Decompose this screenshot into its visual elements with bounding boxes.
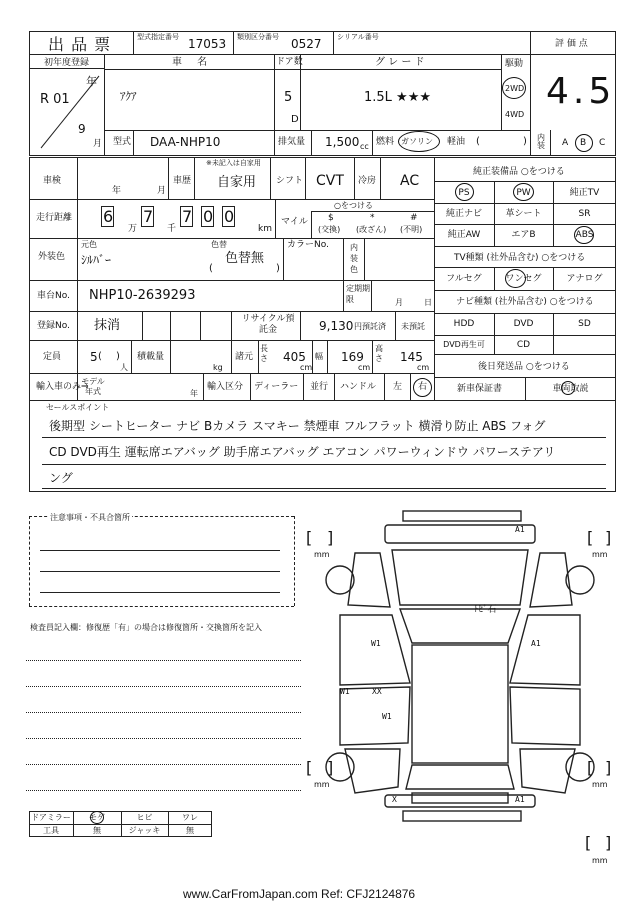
fuel-paren-open: (	[476, 136, 480, 147]
mile-circle-note: ○をつける	[334, 201, 373, 210]
history-label: 車歴	[173, 176, 192, 186]
fuel-label: 燃料	[376, 137, 395, 147]
equip-navi: 純正ナビ	[445, 209, 482, 219]
table-ware: ワレ	[182, 813, 198, 822]
diagram-rear-bumper	[403, 811, 521, 821]
cd-label: CD	[516, 340, 531, 350]
diagram-rear-bumper-top	[385, 795, 535, 807]
color-change-label: 色替	[211, 240, 227, 249]
tv-fullseg: フルセグ	[446, 274, 482, 284]
car-name: ｱｸｱ	[120, 90, 137, 103]
history-value: 自家用	[217, 175, 257, 190]
drive-2wd-circle	[502, 77, 526, 99]
equip-ps: PS	[458, 188, 470, 198]
shaken-month-unit: 月	[157, 186, 167, 196]
mm-tr: mm	[592, 550, 608, 559]
mark-right-door: A1	[531, 639, 541, 648]
bracket-bottom-close: ]	[605, 833, 612, 852]
bracket-tr-open: [	[587, 528, 594, 547]
interior-b: B	[580, 138, 587, 148]
bracket-br-open: [	[587, 758, 594, 777]
interior-label: 内装	[537, 133, 545, 150]
interior-a: A	[562, 138, 569, 148]
displacement-value: 1,500	[325, 135, 360, 149]
diagram-hood	[392, 550, 528, 605]
equip-pw: PW	[516, 188, 531, 198]
bracket-bl-open: [	[306, 758, 313, 777]
fuel-light-oil: 軽油	[447, 137, 466, 147]
caution-label: 注意事項・不具合箇所	[50, 513, 130, 522]
mm-tl: mm	[314, 550, 330, 559]
equip-ps-circle	[455, 183, 474, 201]
class-no: 0527	[291, 37, 322, 51]
bracket-tr-close: ]	[605, 528, 612, 547]
cooling-label: 冷房	[358, 176, 377, 186]
equip-abs: ABS	[575, 230, 594, 240]
mileage-digit-4: 0	[203, 207, 214, 226]
mark-left-rear-xx: XX	[372, 687, 382, 696]
diagram-wheel-fr	[566, 566, 594, 594]
import-dealer: ディーラー	[254, 382, 299, 392]
rating-label: 評 価 点	[555, 39, 588, 49]
sales-label: セールスポイント	[46, 403, 110, 412]
navi-hdd: HDD	[453, 319, 475, 329]
diagram-front-bumper	[403, 511, 521, 521]
handle-right-circle	[413, 378, 432, 397]
mark-left-rear: W1	[340, 687, 350, 696]
mileage-label: 走行距離	[36, 213, 73, 223]
first-reg-label: 初年度登録	[44, 58, 90, 68]
drive-label: 駆動	[505, 59, 524, 69]
bracket-tl-open: [	[306, 528, 313, 547]
later-warranty: 新車保証書	[456, 384, 502, 394]
mark-rear-left: X	[392, 795, 397, 804]
color-paren-close: )	[276, 263, 280, 274]
recycle-label: リサイクル預託金	[241, 314, 295, 335]
interior-color-label: 内装色	[350, 243, 358, 274]
chassis-label: 車台No.	[37, 291, 70, 301]
drive-2wd: 2WD	[505, 84, 525, 93]
width-value: 169	[341, 350, 364, 364]
sales-line-1: 後期型 シートヒーター ナビ Bカメラ スマキー 禁煙車 フルフラット 横滑り防止 ABS フォグ	[49, 419, 546, 433]
shift-value: CVT	[316, 173, 344, 189]
type-label: 型式	[113, 137, 132, 147]
fuel-paren-close: )	[523, 136, 527, 147]
chassis-value: NHP10-2639293	[89, 288, 196, 303]
later-manual-circle	[561, 381, 575, 395]
length-label: 長さ	[260, 344, 268, 363]
mile-label: マイル	[281, 217, 308, 227]
sales-line-2: CD DVD再生 運転席エアバッグ 助手席エアバッグ エアコン パワーウィンドウ パワーステアリ	[49, 445, 556, 459]
tv-analog: アナログ	[566, 274, 603, 284]
capacity-paren-open: (	[98, 351, 102, 362]
recycle-undeposited: 未預託	[401, 322, 425, 331]
length-value: 405	[283, 350, 306, 364]
diagram-hood-front	[385, 525, 535, 543]
mileage-digit-3: 7	[182, 207, 193, 226]
mark-left-door: W1	[371, 639, 381, 648]
equip-leather: 革シート	[505, 209, 542, 219]
table-mogi-circle	[90, 811, 104, 824]
color-label: 外装色	[38, 252, 66, 262]
table-hibi: ヒビ	[136, 813, 153, 822]
model-year-unit: 年	[190, 389, 198, 398]
capacity-unit: 人	[120, 363, 128, 372]
regular-label: 定期期限	[346, 284, 370, 304]
drive-4wd: 4WD	[505, 110, 525, 119]
grade-label: グ レ ー ド	[375, 57, 425, 68]
bracket-tl-close: ]	[327, 528, 334, 547]
displacement-unit: cc	[360, 142, 369, 151]
mark-front-bumper: A1	[515, 525, 525, 534]
equipment-title: 純正装備品 ○をつける	[473, 167, 565, 177]
color-orig: ｼﾙﾊﾞｰ	[81, 253, 112, 267]
mileage-unit-man: 万	[128, 224, 138, 234]
handle-right: 右	[418, 382, 428, 392]
year-unit: 年	[86, 75, 97, 88]
mile-tamper-sym: *	[370, 213, 375, 223]
diagram-roof	[412, 645, 508, 763]
mileage-unit-km: km	[258, 224, 272, 234]
mileage-unit-sen: 千	[167, 224, 177, 234]
capacity-paren-close: )	[116, 351, 120, 362]
reg-no-value: 抹消	[94, 318, 121, 333]
mile-unknown-sym: #	[410, 213, 418, 223]
mm-br: mm	[592, 780, 608, 789]
navi-sd: SD	[578, 319, 591, 329]
width-unit: cm	[358, 363, 371, 372]
recycle-value: 9,130	[319, 319, 354, 333]
mm-bl: mm	[314, 780, 330, 789]
mileage-digit-2: 7	[143, 207, 154, 226]
tv-oneseg: ワンセグ	[505, 274, 542, 284]
later-title: 後日発送品 ○をつける	[478, 362, 570, 372]
diagram-rear-right-door	[510, 687, 580, 745]
car-damage-diagram	[300, 505, 620, 865]
color-change: 色替無	[225, 251, 265, 266]
bracket-br-close: ]	[605, 758, 612, 777]
recycle-deposited: 円預託済	[354, 322, 386, 331]
tv-oneseg-circle	[505, 269, 526, 288]
fuel-gasoline-circle	[398, 131, 440, 152]
mark-windshield: ﾄﾋﾞ石	[474, 605, 497, 615]
table-jack-value: 無	[186, 826, 194, 835]
history-note: ※未記入は自家用	[206, 159, 261, 167]
mark-left-quarter: W1	[382, 712, 392, 721]
bracket-bottom-open: [	[585, 833, 592, 852]
width-label: 幅	[315, 352, 323, 361]
sales-line-3: ング	[49, 471, 73, 485]
height-value: 145	[400, 350, 423, 364]
diagram-front-left-door	[340, 615, 410, 685]
table-tools: 工具	[43, 826, 59, 835]
height-unit: cm	[417, 363, 430, 372]
color-orig-label: 元色	[81, 240, 97, 249]
table-mogi: モゲ	[89, 813, 105, 822]
model-year-label: モデル年式	[81, 377, 105, 396]
length-unit: cm	[300, 363, 313, 372]
mm-bottom: mm	[592, 856, 608, 865]
regular-day: 日	[424, 298, 432, 307]
shaken-label: 車検	[43, 176, 62, 186]
mile-unknown: (不明)	[400, 225, 423, 234]
load-unit: kg	[213, 363, 223, 372]
class-no-label: 類別区分番号	[237, 33, 279, 41]
diagram-rear-glass	[406, 765, 514, 789]
equip-sr: SR	[578, 209, 591, 219]
model-no: 17053	[188, 37, 227, 51]
mile-tamper: (改ざん)	[356, 225, 387, 234]
capacity-label: 定員	[43, 352, 62, 362]
dims-label: 諸元	[235, 352, 254, 362]
interior-b-circle	[575, 134, 593, 152]
sheet-title: 出 品 票	[48, 35, 112, 54]
door-type: D	[291, 114, 299, 125]
month-unit: 月	[93, 139, 103, 149]
equip-airbag: エアB	[511, 230, 536, 240]
mark-rear-right: A1	[515, 795, 525, 804]
grade-value: 1.5L ★★★	[364, 90, 432, 105]
mile-exchange-sym: $	[328, 213, 334, 223]
model-no-label: 型式指定番号	[137, 33, 179, 41]
diagram-windshield	[400, 609, 520, 643]
diagram-front-right-door	[510, 615, 580, 685]
height-label: 高さ	[375, 344, 383, 363]
rating-value: 4.5	[546, 71, 616, 112]
equip-abs-circle	[574, 226, 594, 244]
shift-label: シフト	[276, 176, 304, 186]
import-parallel: 並行	[310, 382, 329, 392]
import-type-label: 輸入区分	[207, 382, 244, 392]
equip-pw-circle	[513, 183, 534, 201]
later-manual: 車両取説	[552, 384, 589, 394]
equip-tv: 純正TV	[569, 188, 600, 198]
first-reg-year: R 01	[40, 92, 70, 107]
displacement-label: 排気量	[278, 137, 306, 147]
first-reg-month: 9	[78, 122, 86, 136]
tv-title: TV種類 (社外品含む) ○をつける	[454, 253, 586, 263]
car-name-label: 車 名	[172, 57, 214, 68]
color-no-label: カラーNo.	[287, 240, 329, 250]
handle-left: 左	[393, 382, 403, 392]
handle-label: ハンドル	[340, 382, 377, 392]
interior-c: C	[599, 138, 606, 148]
capacity-value: 5	[90, 350, 98, 364]
doors-value: 5	[284, 90, 293, 105]
load-label: 積載量	[137, 352, 165, 362]
bracket-bl-close: ]	[327, 758, 334, 777]
regular-month: 月	[395, 298, 403, 307]
cooling-value: AC	[400, 173, 420, 189]
table-jack: ジャッキ	[128, 826, 161, 835]
color-paren-open: (	[209, 263, 213, 274]
navi-dvd: DVD	[513, 319, 534, 329]
import-label: 輸入車のみ⇒	[36, 382, 89, 392]
mile-exchange: (交換)	[318, 225, 341, 234]
equip-aw: 純正AW	[447, 230, 481, 240]
serial-label: シリアル番号	[337, 33, 379, 41]
reg-no-label: 登録No.	[37, 321, 70, 331]
table-door-mirror: ドアミラー	[31, 813, 71, 822]
shaken-year-unit: 年	[112, 186, 122, 196]
inspector-label: 検査員記入欄：修復歴「有」の場合は修復箇所・交換箇所を記入	[30, 623, 262, 632]
diagram-wheel-fl	[326, 566, 354, 594]
table-tools-value: 無	[93, 826, 101, 835]
fuel-gasoline: ガソリン	[401, 137, 433, 146]
dvd-playback: DVD再生可	[443, 340, 485, 349]
watermark: www.CarFromJapan.com Ref: CFJ2124876	[183, 887, 416, 901]
mileage-digit-5: 0	[224, 207, 235, 226]
doors-label: ドア数	[276, 57, 303, 67]
navi-title: ナビ種類 (社外品含む) ○をつける	[456, 297, 594, 307]
mileage-digit-1: 6	[103, 207, 114, 226]
type-value: DAA-NHP10	[150, 135, 221, 149]
